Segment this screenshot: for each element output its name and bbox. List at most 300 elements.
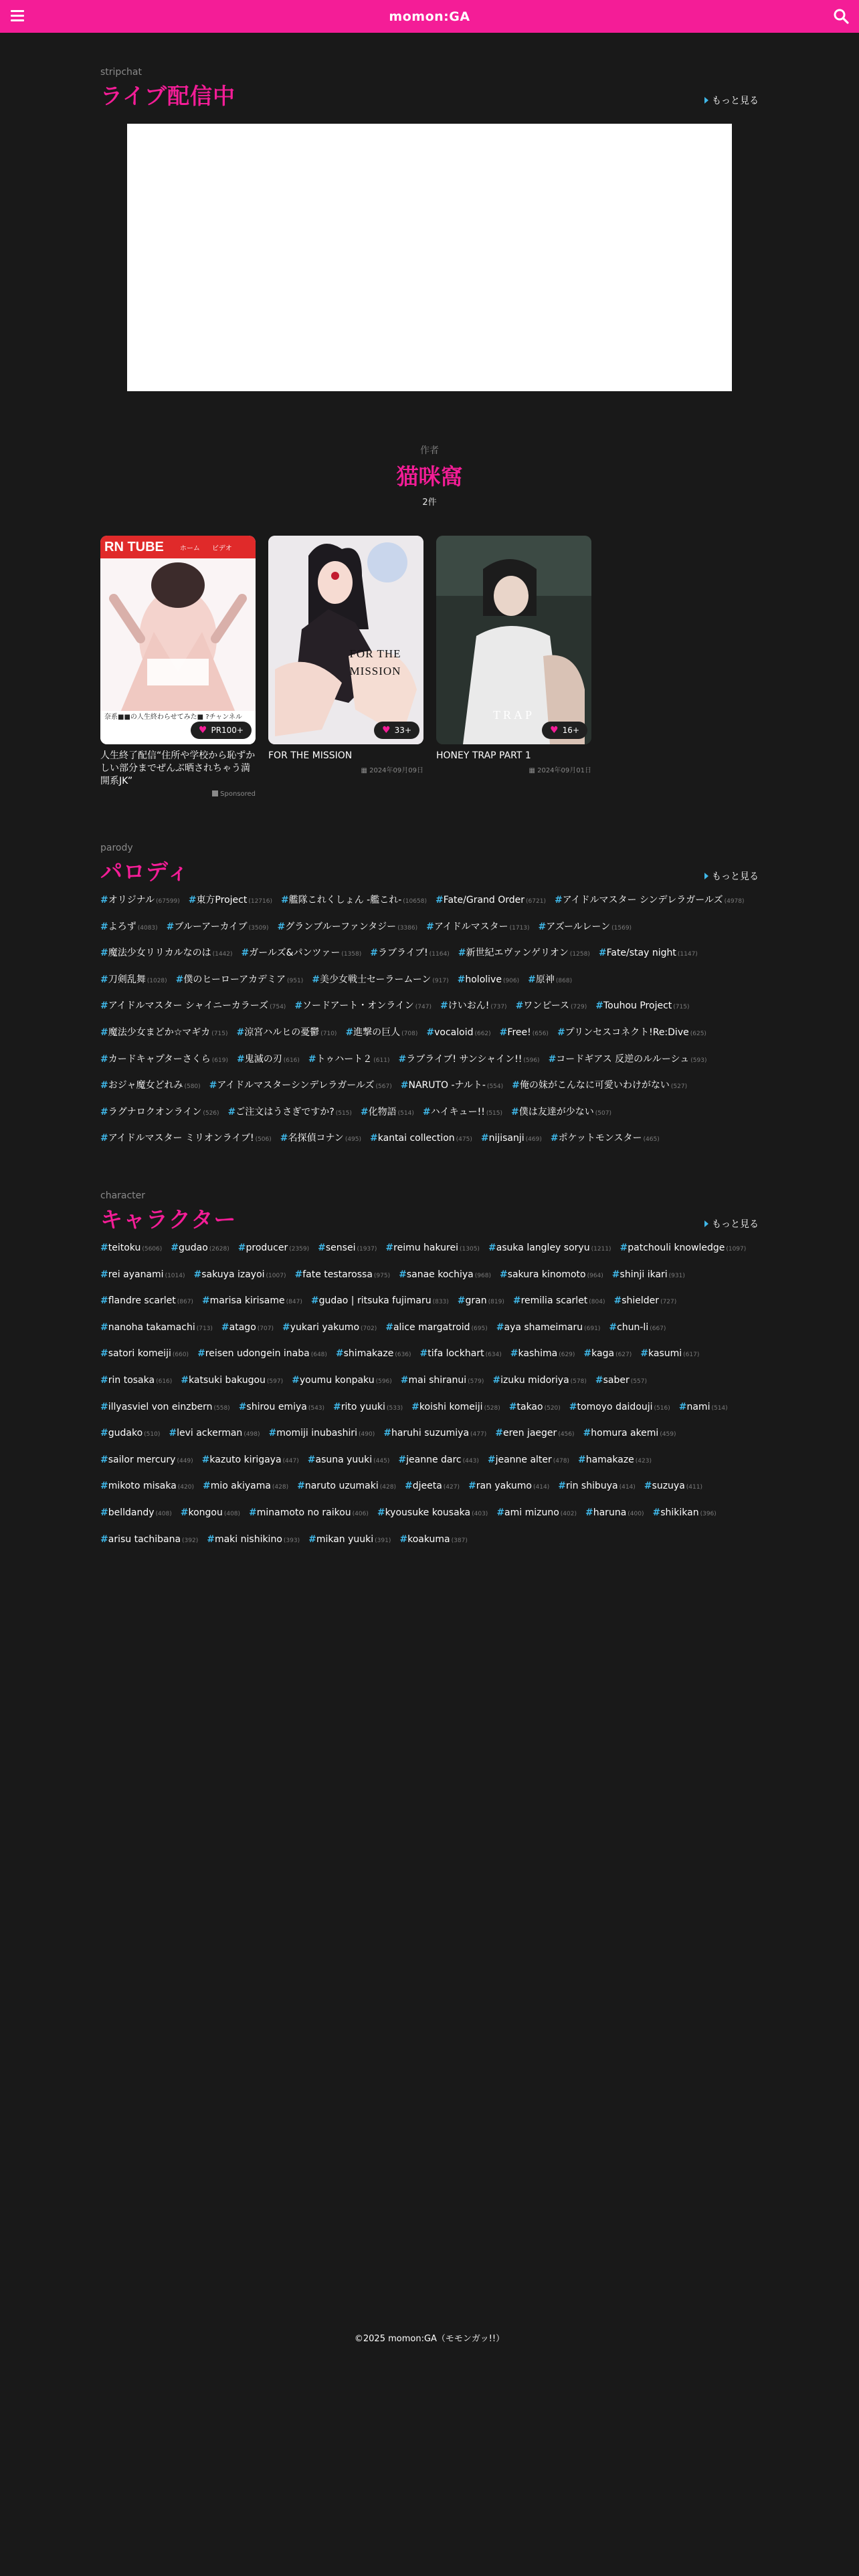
- tag-link[interactable]: [181, 1368, 283, 1395]
- tag-link[interactable]: [401, 1073, 503, 1100]
- tag-name: chun-li: [617, 1321, 649, 1333]
- tag-link[interactable]: [100, 1527, 198, 1554]
- tag-link[interactable]: [399, 1527, 467, 1554]
- tag-link[interactable]: [440, 994, 507, 1021]
- tag-count: (579): [468, 1378, 484, 1385]
- tag-link[interactable]: [500, 1021, 549, 1047]
- tag-link[interactable]: [100, 1263, 185, 1289]
- search-icon[interactable]: [832, 7, 850, 25]
- tag-name: reisen udongein inaba: [205, 1348, 310, 1360]
- tag-link[interactable]: [308, 1047, 390, 1074]
- tag-link[interactable]: [528, 968, 572, 994]
- tag-link[interactable]: [176, 968, 304, 994]
- tag-count: (427): [443, 1484, 460, 1491]
- tag-link[interactable]: [549, 1047, 707, 1074]
- tag-link[interactable]: [458, 968, 520, 994]
- tag-count: (667): [650, 1325, 666, 1332]
- tag-name: djeeta: [412, 1481, 442, 1492]
- tag-count: (414): [533, 1484, 550, 1491]
- tag-link[interactable]: [249, 1501, 369, 1527]
- tag-name: shimakaze: [343, 1348, 394, 1360]
- tag-link[interactable]: [312, 968, 448, 994]
- tag-link[interactable]: [221, 1315, 274, 1342]
- more-link[interactable]: [704, 869, 759, 883]
- hash-icon: #: [180, 1507, 189, 1518]
- hash-icon: #: [480, 1133, 489, 1144]
- tag-link[interactable]: [100, 915, 158, 942]
- tag-name: 艦隊これくしょん -艦これ-: [288, 895, 402, 905]
- tag-name: Free!: [507, 1027, 531, 1038]
- hash-icon: #: [487, 1454, 496, 1465]
- tag-link[interactable]: [509, 1395, 561, 1422]
- tag-link[interactable]: [399, 1047, 540, 1074]
- thumb-text: TRAP: [492, 708, 535, 722]
- tag-link[interactable]: [167, 915, 269, 942]
- tag-link[interactable]: [557, 1021, 706, 1047]
- tag-link[interactable]: [100, 1474, 194, 1501]
- tag-count: (975): [373, 1272, 391, 1279]
- tag-count: (408): [223, 1510, 241, 1517]
- tag-link[interactable]: [609, 1315, 666, 1342]
- tag-link[interactable]: [100, 968, 167, 994]
- tag-link[interactable]: [100, 1126, 272, 1153]
- tag-link[interactable]: [194, 1263, 286, 1289]
- tag-link[interactable]: [207, 1527, 300, 1554]
- tag-link[interactable]: [100, 1501, 172, 1527]
- tag-name: mio akiyama: [210, 1481, 271, 1492]
- tag-name: アイドルマスター シャイニーカラーズ: [108, 1000, 269, 1012]
- tag-name: belldandy: [108, 1507, 155, 1518]
- tag-count: (616): [156, 1378, 173, 1385]
- tag-name: rin tosaka: [108, 1374, 155, 1386]
- tag-link[interactable]: [308, 1527, 391, 1554]
- tag-link[interactable]: [583, 1341, 632, 1368]
- tag-link[interactable]: [458, 1289, 504, 1315]
- tag-name: kashima: [518, 1348, 558, 1360]
- hash-icon: #: [294, 1000, 303, 1012]
- tag-link[interactable]: [100, 888, 180, 915]
- tag-count: (5606): [142, 1246, 163, 1253]
- tag-link[interactable]: [614, 1289, 677, 1315]
- tag-link[interactable]: [280, 1126, 361, 1153]
- tag-link[interactable]: [512, 1073, 687, 1100]
- thumb-text: FOR THE MISSION: [349, 647, 401, 677]
- tag-count: (1211): [591, 1246, 611, 1253]
- tag-name: jeanne darc: [406, 1454, 462, 1465]
- tag-name: suzuya: [652, 1481, 685, 1492]
- hash-icon: #: [100, 1428, 108, 1439]
- tag-link[interactable]: [370, 1126, 472, 1153]
- parody-tag-list: [100, 888, 759, 1153]
- tag-link[interactable]: [595, 994, 689, 1021]
- tag-count: (627): [615, 1352, 632, 1359]
- tag-link[interactable]: [189, 888, 272, 915]
- work-title[interactable]: FOR THE MISSION: [268, 750, 353, 761]
- tag-name: 新世紀エヴァンゲリオン: [466, 948, 569, 959]
- tag-link[interactable]: [100, 1315, 213, 1342]
- tag-name: ガールズ&パンツァー: [249, 948, 341, 959]
- hash-icon: #: [585, 1507, 593, 1518]
- author-name[interactable]: 猫咪窩: [396, 463, 463, 490]
- tag-link[interactable]: [652, 1501, 716, 1527]
- tag-name: naruto uzumaki: [304, 1481, 379, 1492]
- tag-link[interactable]: [496, 1501, 577, 1527]
- tag-link[interactable]: [495, 1421, 574, 1448]
- tag-link[interactable]: [377, 1501, 488, 1527]
- tag-name: 名探偵コナン: [288, 1133, 344, 1144]
- more-link[interactable]: [704, 1217, 759, 1230]
- thumb-caption: 奈系■■の人生終わらせてみた■ ?チャンネル: [100, 711, 256, 744]
- hash-icon: #: [100, 1133, 108, 1144]
- hash-icon: #: [468, 1481, 476, 1492]
- tag-link[interactable]: [488, 1448, 569, 1475]
- tag-name: koakuma: [407, 1533, 450, 1545]
- tag-count: (1164): [429, 951, 450, 958]
- tag-name: katsuki bakugou: [189, 1374, 266, 1386]
- triangle-icon: [704, 97, 708, 104]
- tag-name: 僕のヒーローアカデミア: [183, 974, 286, 985]
- tag-count: (1014): [165, 1272, 185, 1279]
- tag-count: (515): [335, 1109, 352, 1117]
- tag-count: (964): [587, 1272, 603, 1279]
- tag-link[interactable]: [100, 1395, 230, 1422]
- tag-name: eren jaeger: [502, 1428, 557, 1439]
- thumb-header: [100, 536, 256, 558]
- tag-link[interactable]: [361, 1100, 414, 1127]
- hash-icon: #: [548, 1053, 557, 1065]
- hash-icon: #: [640, 1348, 648, 1360]
- tag-link[interactable]: [500, 1263, 603, 1289]
- tag-count: (754): [270, 1004, 286, 1011]
- work-title[interactable]: HONEY TRAP PART 1: [436, 750, 531, 761]
- tag-count: (557): [630, 1378, 647, 1385]
- tag-link[interactable]: [336, 1341, 411, 1368]
- tag-link[interactable]: [401, 1368, 484, 1395]
- tag-name: patchouli knowledge: [628, 1243, 725, 1253]
- tag-count: (596): [523, 1057, 540, 1064]
- tag-link[interactable]: [383, 1421, 486, 1448]
- tag-link[interactable]: [640, 1341, 699, 1368]
- hash-icon: #: [550, 1133, 559, 1144]
- tag-count: (558): [213, 1404, 230, 1412]
- tag-link[interactable]: [282, 1315, 377, 1342]
- tag-name: nijisanji: [488, 1133, 524, 1144]
- tag-name: アイドルマスター: [434, 921, 508, 932]
- tag-link[interactable]: [100, 1421, 160, 1448]
- hash-icon: #: [268, 1428, 277, 1439]
- tag-count: (636): [395, 1352, 411, 1359]
- tag-link[interactable]: [242, 941, 362, 968]
- tag-count: (660): [172, 1352, 189, 1359]
- tag-count: (2628): [209, 1246, 229, 1253]
- tag-link[interactable]: [169, 1421, 260, 1448]
- tag-link[interactable]: [420, 1341, 502, 1368]
- tag-link[interactable]: [426, 915, 529, 942]
- tag-link[interactable]: [458, 941, 590, 968]
- tag-name: rin shibuya: [565, 1481, 618, 1492]
- tag-link[interactable]: [583, 1421, 676, 1448]
- tag-name: izuku midoriya: [500, 1374, 569, 1386]
- sponsored-label: [100, 790, 256, 798]
- hash-icon: #: [569, 1401, 577, 1412]
- tag-name: producer: [246, 1243, 288, 1253]
- tag-link[interactable]: [436, 888, 546, 915]
- hash-icon: #: [678, 1401, 687, 1412]
- work-card-sponsored[interactable]: [100, 536, 256, 798]
- tag-link[interactable]: [100, 1368, 172, 1395]
- tag-name: gudao | ritsuka fujimaru: [318, 1295, 432, 1307]
- hash-icon: #: [499, 1269, 508, 1280]
- tag-name: プリンセスコネクト!Re:Dive: [565, 1027, 689, 1038]
- parody-section: [100, 843, 759, 1153]
- tag-count: (1028): [147, 977, 167, 984]
- tag-link[interactable]: [100, 1100, 219, 1127]
- tag-link[interactable]: [516, 994, 587, 1021]
- hash-icon: #: [100, 1401, 108, 1412]
- tag-link[interactable]: [644, 1474, 702, 1501]
- tag-count: (713): [196, 1325, 213, 1332]
- tag-link[interactable]: [202, 1289, 302, 1315]
- thumb-illustration: [268, 536, 423, 744]
- tag-name: momiji inubashiri: [276, 1428, 358, 1439]
- tag-link[interactable]: [399, 1263, 491, 1289]
- tag-link[interactable]: [100, 941, 233, 968]
- work-date-text: 2024年09月09日: [369, 766, 423, 774]
- character-section: [100, 1190, 759, 1553]
- tag-count: (625): [690, 1030, 706, 1037]
- tag-count: (420): [177, 1484, 194, 1491]
- hash-icon: #: [175, 974, 184, 985]
- tag-count: (428): [379, 1484, 396, 1491]
- tag-link[interactable]: [333, 1395, 403, 1422]
- thumb-illustration: [100, 558, 256, 712]
- section-title: ライブ配信中: [100, 83, 236, 109]
- tag-name: 俺の妹がこんなに可愛いわけがない: [519, 1080, 670, 1091]
- tag-name: 東方Project: [196, 895, 248, 905]
- tag-link[interactable]: [510, 1341, 575, 1368]
- tag-count: (968): [474, 1272, 491, 1279]
- tag-name: Fate/Grand Order: [443, 895, 525, 905]
- hash-icon: #: [100, 921, 108, 932]
- tag-link[interactable]: [239, 1395, 324, 1422]
- tag-link[interactable]: [100, 1073, 201, 1100]
- tag-link[interactable]: [100, 994, 286, 1021]
- tag-link[interactable]: [181, 1501, 240, 1527]
- tag-link[interactable]: [294, 994, 432, 1021]
- tag-name: ソードアート・オンライン: [302, 1000, 414, 1012]
- tag-count: (527): [670, 1083, 688, 1091]
- tag-link[interactable]: [423, 1100, 502, 1127]
- tag-link[interactable]: [398, 1448, 478, 1475]
- menu-icon[interactable]: [9, 8, 25, 24]
- work-title[interactable]: 人生終了配信“住所や学校から恥ずかしい部分までぜんぶ晒されちゃう満開系JK”: [100, 750, 256, 786]
- author-block: [0, 443, 859, 508]
- tag-name: yukari yakumo: [290, 1321, 360, 1333]
- tag-link[interactable]: [171, 1236, 229, 1263]
- tag-link[interactable]: [551, 1126, 660, 1153]
- tag-name: tomoyo daidouji: [577, 1401, 653, 1412]
- tag-name: shinji ikari: [619, 1269, 668, 1280]
- tag-count: (456): [558, 1431, 575, 1438]
- tag-link[interactable]: [100, 1236, 162, 1263]
- tag-name: jeanne alter: [495, 1454, 552, 1465]
- tag-name: アイドルマスター シンデレラガールズ: [562, 895, 723, 905]
- tag-count: (634): [485, 1352, 502, 1359]
- tag-count: (414): [619, 1484, 636, 1491]
- tag-link[interactable]: [411, 1395, 500, 1422]
- tag-count: (917): [432, 977, 449, 984]
- tag-link[interactable]: [292, 1368, 392, 1395]
- tag-name: shirou emiya: [246, 1401, 307, 1412]
- tag-link[interactable]: [202, 1448, 299, 1475]
- tag-count: (868): [555, 977, 573, 984]
- work-thumbnail[interactable]: [100, 536, 256, 744]
- tag-link[interactable]: [278, 915, 418, 942]
- tag-link[interactable]: [468, 1474, 549, 1501]
- tag-link[interactable]: [100, 1448, 193, 1475]
- tag-name: shikikan: [660, 1507, 699, 1518]
- tag-name: sanae kochiya: [406, 1269, 474, 1280]
- tag-link[interactable]: [100, 1289, 193, 1315]
- tag-name: remilia scarlet: [520, 1295, 588, 1307]
- tag-link[interactable]: [345, 1021, 417, 1047]
- tag-link[interactable]: [281, 888, 427, 915]
- tag-link[interactable]: [100, 1021, 228, 1047]
- tag-name: kaga: [591, 1348, 615, 1360]
- tag-link[interactable]: [578, 1448, 652, 1475]
- hash-icon: #: [495, 1428, 503, 1439]
- tag-name: けいおん!: [448, 1000, 490, 1012]
- hash-icon: #: [370, 1133, 378, 1144]
- tag-count: (402): [560, 1510, 577, 1517]
- tag-name: nami: [686, 1401, 710, 1412]
- tag-count: (702): [361, 1325, 377, 1332]
- heart-icon: ♥: [198, 725, 207, 736]
- hash-icon: #: [488, 1243, 496, 1253]
- hash-icon: #: [100, 1269, 108, 1280]
- tag-link[interactable]: [100, 1047, 228, 1074]
- tag-name: アイドルマスター ミリオンライブ!: [108, 1133, 254, 1144]
- hash-icon: #: [613, 1295, 622, 1307]
- hash-icon: #: [236, 1053, 245, 1065]
- tag-link[interactable]: [492, 1368, 587, 1395]
- tag-link[interactable]: [197, 1341, 327, 1368]
- tag-link[interactable]: [599, 941, 698, 968]
- tag-link[interactable]: [555, 888, 745, 915]
- tag-link[interactable]: [595, 1368, 647, 1395]
- tag-link[interactable]: [620, 1236, 747, 1263]
- work-thumbnail[interactable]: [268, 536, 423, 744]
- tag-link[interactable]: [385, 1236, 480, 1263]
- tag-count: (528): [484, 1404, 500, 1412]
- hash-icon: #: [458, 948, 466, 959]
- more-link[interactable]: [704, 94, 759, 107]
- tag-link[interactable]: [569, 1395, 670, 1422]
- tag-count: (443): [462, 1457, 479, 1465]
- hash-icon: #: [435, 895, 444, 905]
- tag-count: (1569): [611, 924, 632, 932]
- work-date: [268, 764, 423, 774]
- more-link-label: もっと見る: [712, 871, 759, 882]
- tag-link[interactable]: [585, 1501, 644, 1527]
- tag-link[interactable]: [511, 1100, 611, 1127]
- tag-link[interactable]: [318, 1236, 377, 1263]
- tag-link[interactable]: [209, 1073, 392, 1100]
- tag-link[interactable]: [488, 1236, 611, 1263]
- site-logo[interactable]: momon:GA: [389, 9, 470, 24]
- calendar-icon: ▦: [361, 766, 370, 774]
- tag-link[interactable]: [385, 1315, 488, 1342]
- tag-name: kongou: [188, 1507, 223, 1518]
- hash-icon: #: [197, 1348, 205, 1360]
- hash-icon: #: [558, 1481, 566, 1492]
- tag-link[interactable]: [679, 1395, 728, 1422]
- hash-icon: #: [360, 1106, 369, 1117]
- tag-link[interactable]: [238, 1236, 309, 1263]
- tag-link[interactable]: [370, 941, 449, 968]
- tag-link[interactable]: [237, 1047, 300, 1074]
- hash-icon: #: [312, 974, 320, 985]
- tag-link[interactable]: [269, 1421, 375, 1448]
- tag-link[interactable]: [539, 915, 632, 942]
- hash-icon: #: [100, 1106, 108, 1117]
- hash-icon: #: [496, 1321, 504, 1333]
- tag-count: (4978): [724, 898, 745, 905]
- tag-count: (526): [203, 1109, 219, 1117]
- tag-name: tifa lockhart: [427, 1348, 484, 1360]
- tag-link[interactable]: [294, 1263, 390, 1289]
- tag-name: asuna yuuki: [315, 1454, 373, 1465]
- tag-link[interactable]: [308, 1448, 390, 1475]
- tag-link[interactable]: [237, 1021, 337, 1047]
- tag-link[interactable]: [558, 1474, 636, 1501]
- work-card[interactable]: [436, 536, 591, 798]
- tag-link[interactable]: [426, 1021, 490, 1047]
- work-thumbnail[interactable]: [436, 536, 591, 744]
- tag-link[interactable]: [203, 1474, 288, 1501]
- hash-icon: #: [499, 1027, 508, 1038]
- hash-icon: #: [419, 1348, 428, 1360]
- tag-link[interactable]: [100, 1341, 189, 1368]
- tag-count: (804): [589, 1299, 605, 1306]
- tag-count: (6721): [526, 898, 546, 905]
- tag-link[interactable]: [405, 1474, 460, 1501]
- tag-count: (510): [144, 1431, 161, 1438]
- hash-icon: #: [100, 1454, 108, 1465]
- tag-count: (396): [700, 1510, 717, 1517]
- section-subtitle: parody: [100, 843, 133, 853]
- hash-icon: #: [100, 1243, 108, 1253]
- tag-count: (465): [643, 1136, 660, 1144]
- tag-link[interactable]: [481, 1126, 542, 1153]
- tag-count: (629): [559, 1352, 575, 1359]
- tag-link[interactable]: [496, 1315, 601, 1342]
- tag-link[interactable]: [228, 1100, 352, 1127]
- tag-count: (737): [490, 1004, 507, 1011]
- tag-count: (691): [584, 1325, 601, 1332]
- tag-count: (597): [266, 1378, 284, 1385]
- tag-link[interactable]: [612, 1263, 685, 1289]
- live-stream-embed[interactable]: [127, 124, 732, 391]
- tag-name: ハイキュー!!: [430, 1106, 485, 1117]
- tag-name: maki nishikino: [214, 1533, 282, 1545]
- tag-count: (447): [282, 1457, 299, 1465]
- tag-name: コードギアス 反逆のルルーシュ: [556, 1053, 690, 1065]
- work-card[interactable]: [268, 536, 423, 798]
- tag-link[interactable]: [297, 1474, 396, 1501]
- tag-link[interactable]: [311, 1289, 449, 1315]
- tag-link[interactable]: [513, 1289, 605, 1315]
